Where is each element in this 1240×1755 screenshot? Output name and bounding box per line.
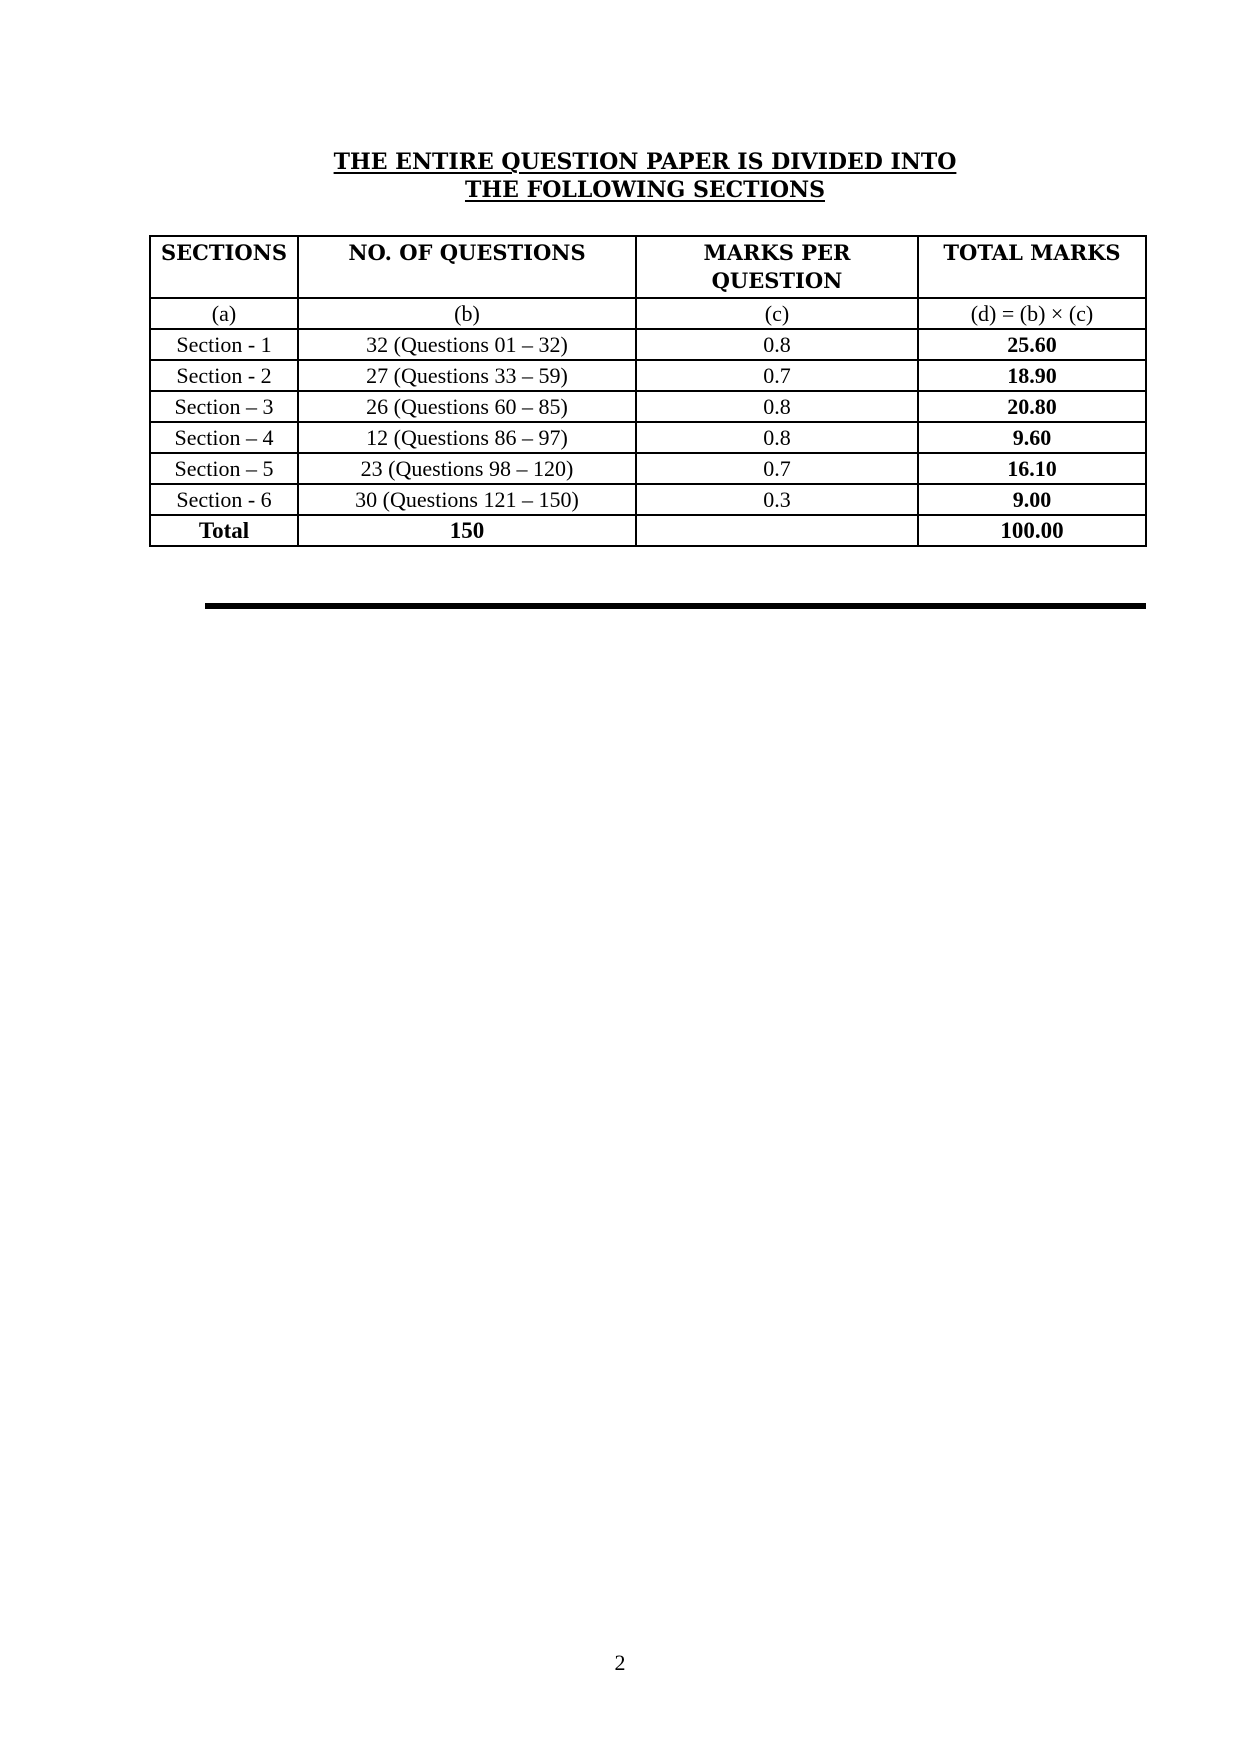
horizontal-rule: [205, 603, 1146, 609]
total-label: Total: [150, 515, 298, 546]
marks-per-cell: 0.7: [636, 360, 918, 391]
page-number: 2: [614, 1650, 626, 1675]
header-no-of-questions: NO. OF QUESTIONS: [298, 236, 636, 298]
total-questions: 150: [298, 515, 636, 546]
header-sections: SECTIONS: [150, 236, 298, 298]
table-row: [150, 484, 1146, 515]
section-cell: Section – 5: [150, 453, 298, 484]
questions-cell: 32 (Questions 01 – 32): [298, 329, 636, 360]
header-total-marks: TOTAL MARKS: [918, 236, 1146, 298]
sections-table: [149, 235, 1147, 547]
document-title: [0, 148, 1240, 204]
title-line-2: THE FOLLOWING SECTIONS: [464, 177, 825, 203]
marks-per-cell: 0.8: [636, 391, 918, 422]
header-row: [150, 236, 1146, 298]
questions-cell: 26 (Questions 60 – 85): [298, 391, 636, 422]
section-cell: Section – 4: [150, 422, 298, 453]
total-row: [150, 515, 1146, 546]
total-marks-cell: 16.10: [918, 453, 1146, 484]
questions-cell: 12 (Questions 86 – 97): [298, 422, 636, 453]
questions-cell: 30 (Questions 121 – 150): [298, 484, 636, 515]
total-marks-cell: 20.80: [918, 391, 1146, 422]
table-row: [150, 422, 1146, 453]
sub-header-row: [150, 298, 1146, 329]
questions-cell: 23 (Questions 98 – 120): [298, 453, 636, 484]
total-marks-cell: 25.60: [918, 329, 1146, 360]
table-row: [150, 360, 1146, 391]
sub-header-c: (c): [636, 298, 918, 329]
total-marks-cell: 18.90: [918, 360, 1146, 391]
total-marks-cell: 9.00: [918, 484, 1146, 515]
total-marks-per: [636, 515, 918, 546]
total-marks: 100.00: [918, 515, 1146, 546]
section-cell: Section - 6: [150, 484, 298, 515]
table-row: [150, 453, 1146, 484]
marks-per-cell: 0.8: [636, 422, 918, 453]
marks-per-cell: 0.8: [636, 329, 918, 360]
sub-header-b: (b): [298, 298, 636, 329]
marks-per-cell: 0.3: [636, 484, 918, 515]
header-marks-per-question: MARKS PER QUESTION: [636, 236, 918, 298]
section-cell: Section - 1: [150, 329, 298, 360]
title-line-1: THE ENTIRE QUESTION PAPER IS DIVIDED INTO: [333, 149, 957, 175]
questions-cell: 27 (Questions 33 – 59): [298, 360, 636, 391]
section-cell: Section - 2: [150, 360, 298, 391]
marks-per-cell: 0.7: [636, 453, 918, 484]
total-marks-cell: 9.60: [918, 422, 1146, 453]
sub-header-a: (a): [150, 298, 298, 329]
section-cell: Section – 3: [150, 391, 298, 422]
table-row: [150, 391, 1146, 422]
table-row: [150, 329, 1146, 360]
sub-header-d: (d) = (b) × (c): [918, 298, 1146, 329]
